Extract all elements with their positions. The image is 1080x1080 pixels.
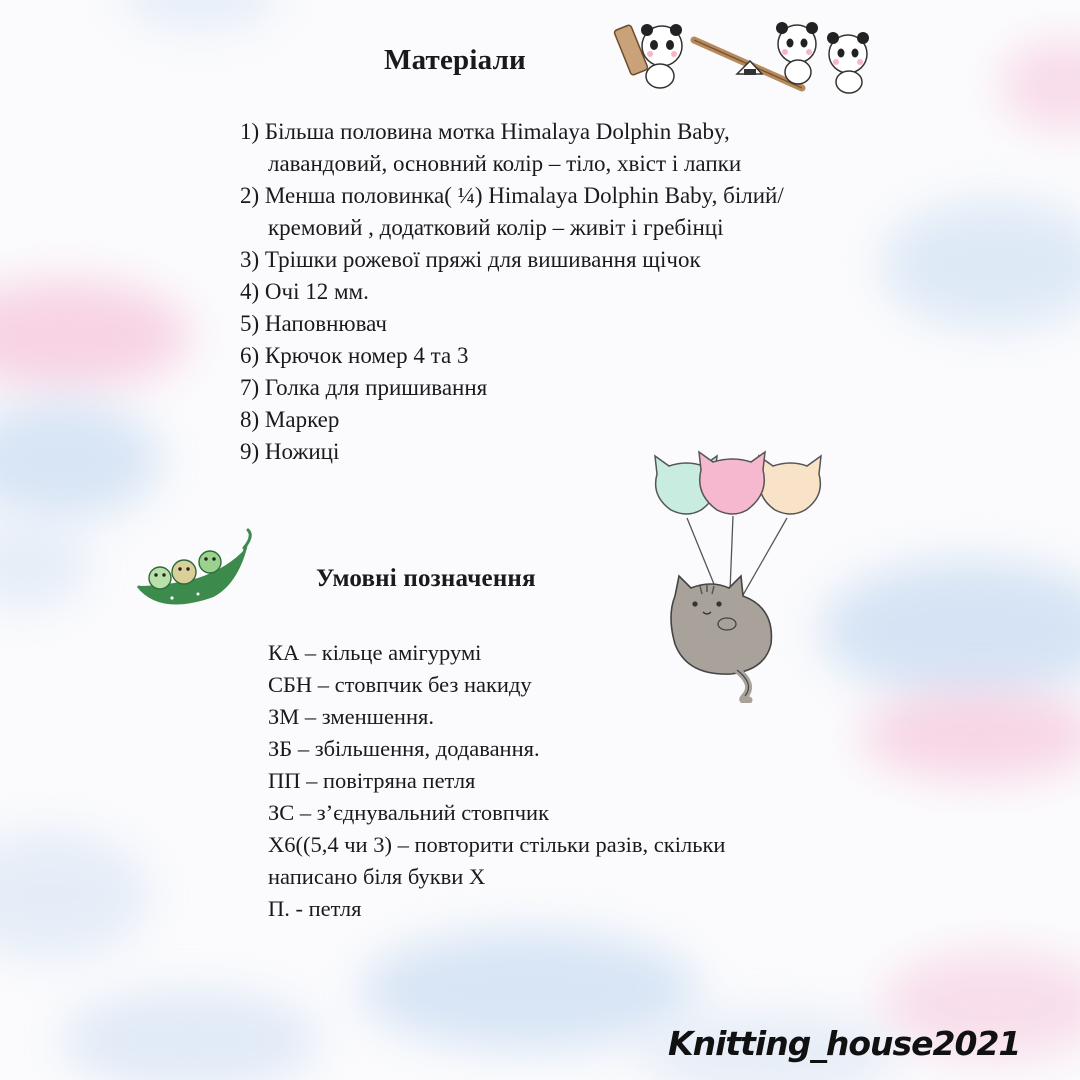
item-text: 3) Трішки рожевої пряжі для вишивання щічок (240, 247, 701, 272)
list-item (240, 340, 784, 372)
bg-cloud (0, 280, 190, 390)
item-text: X6((5,4 чи 3) – повторити стільки разів, скільки (268, 832, 726, 857)
materials-list (240, 116, 784, 468)
bg-cloud (120, 0, 280, 30)
item-text: 1) Більша половина мотка Himalaya Dolphin Baby, (240, 119, 730, 144)
item-text: 4) Очі 12 мм. (240, 279, 369, 304)
list-item (268, 893, 725, 925)
item-text: 5) Наповнювач (240, 311, 387, 336)
signature: Knitting_house2021 (668, 1024, 1021, 1063)
item-text: 8) Маркер (240, 407, 340, 432)
list-item (240, 404, 784, 436)
list-item (240, 244, 784, 276)
bg-cloud (0, 400, 160, 520)
bg-cloud (860, 690, 1080, 780)
list-item (268, 765, 725, 797)
item-text: СБН – стовпчик без накиду (268, 672, 532, 697)
item-text: 9) Ножиці (240, 439, 340, 464)
item-text-cont: кремовий , додатковий колір – живіт і гребінці (268, 215, 724, 240)
item-text: КА – кільце амігурумі (268, 640, 482, 665)
bg-cloud (0, 830, 150, 960)
item-text: 7) Голка для пришивання (240, 375, 488, 400)
panda-seesaw-illustration (612, 14, 882, 98)
list-item (268, 701, 725, 733)
cat-with-balloons-illustration (645, 448, 835, 703)
bg-cloud (0, 520, 90, 610)
item-text-cont: написано біля букви X (268, 864, 486, 889)
list-item (268, 829, 725, 893)
item-text: ЗМ – зменшення. (268, 704, 434, 729)
frogs-in-pea-pod-illustration (132, 528, 257, 620)
item-text: ЗС – з’єднувальний стовпчик (268, 800, 550, 825)
item-text: 2) Менша половинка( ¼) Himalaya Dolphin Baby, білий/ (240, 183, 784, 208)
bg-cloud (60, 990, 320, 1080)
item-text: П. - петля (268, 896, 362, 921)
bg-cloud (360, 930, 700, 1050)
item-text-cont: лавандовий, основний колір – тіло, хвіст і лапки (268, 151, 742, 176)
list-item (240, 116, 784, 180)
list-item (268, 733, 725, 765)
materials-title: Матеріали (384, 44, 526, 76)
list-item (240, 276, 784, 308)
item-text: 6) Крючок номер 4 та 3 (240, 343, 469, 368)
item-text: ПП – повітряна петля (268, 768, 476, 793)
legend-title: Умовні позначення (316, 565, 536, 592)
list-item (240, 308, 784, 340)
bg-cloud (820, 560, 1080, 700)
list-item (268, 797, 725, 829)
bg-cloud (1000, 40, 1080, 130)
list-item (240, 372, 784, 404)
bg-cloud (880, 200, 1080, 330)
item-text: ЗБ – збільшення, додавання. (268, 736, 540, 761)
list-item (240, 180, 784, 244)
